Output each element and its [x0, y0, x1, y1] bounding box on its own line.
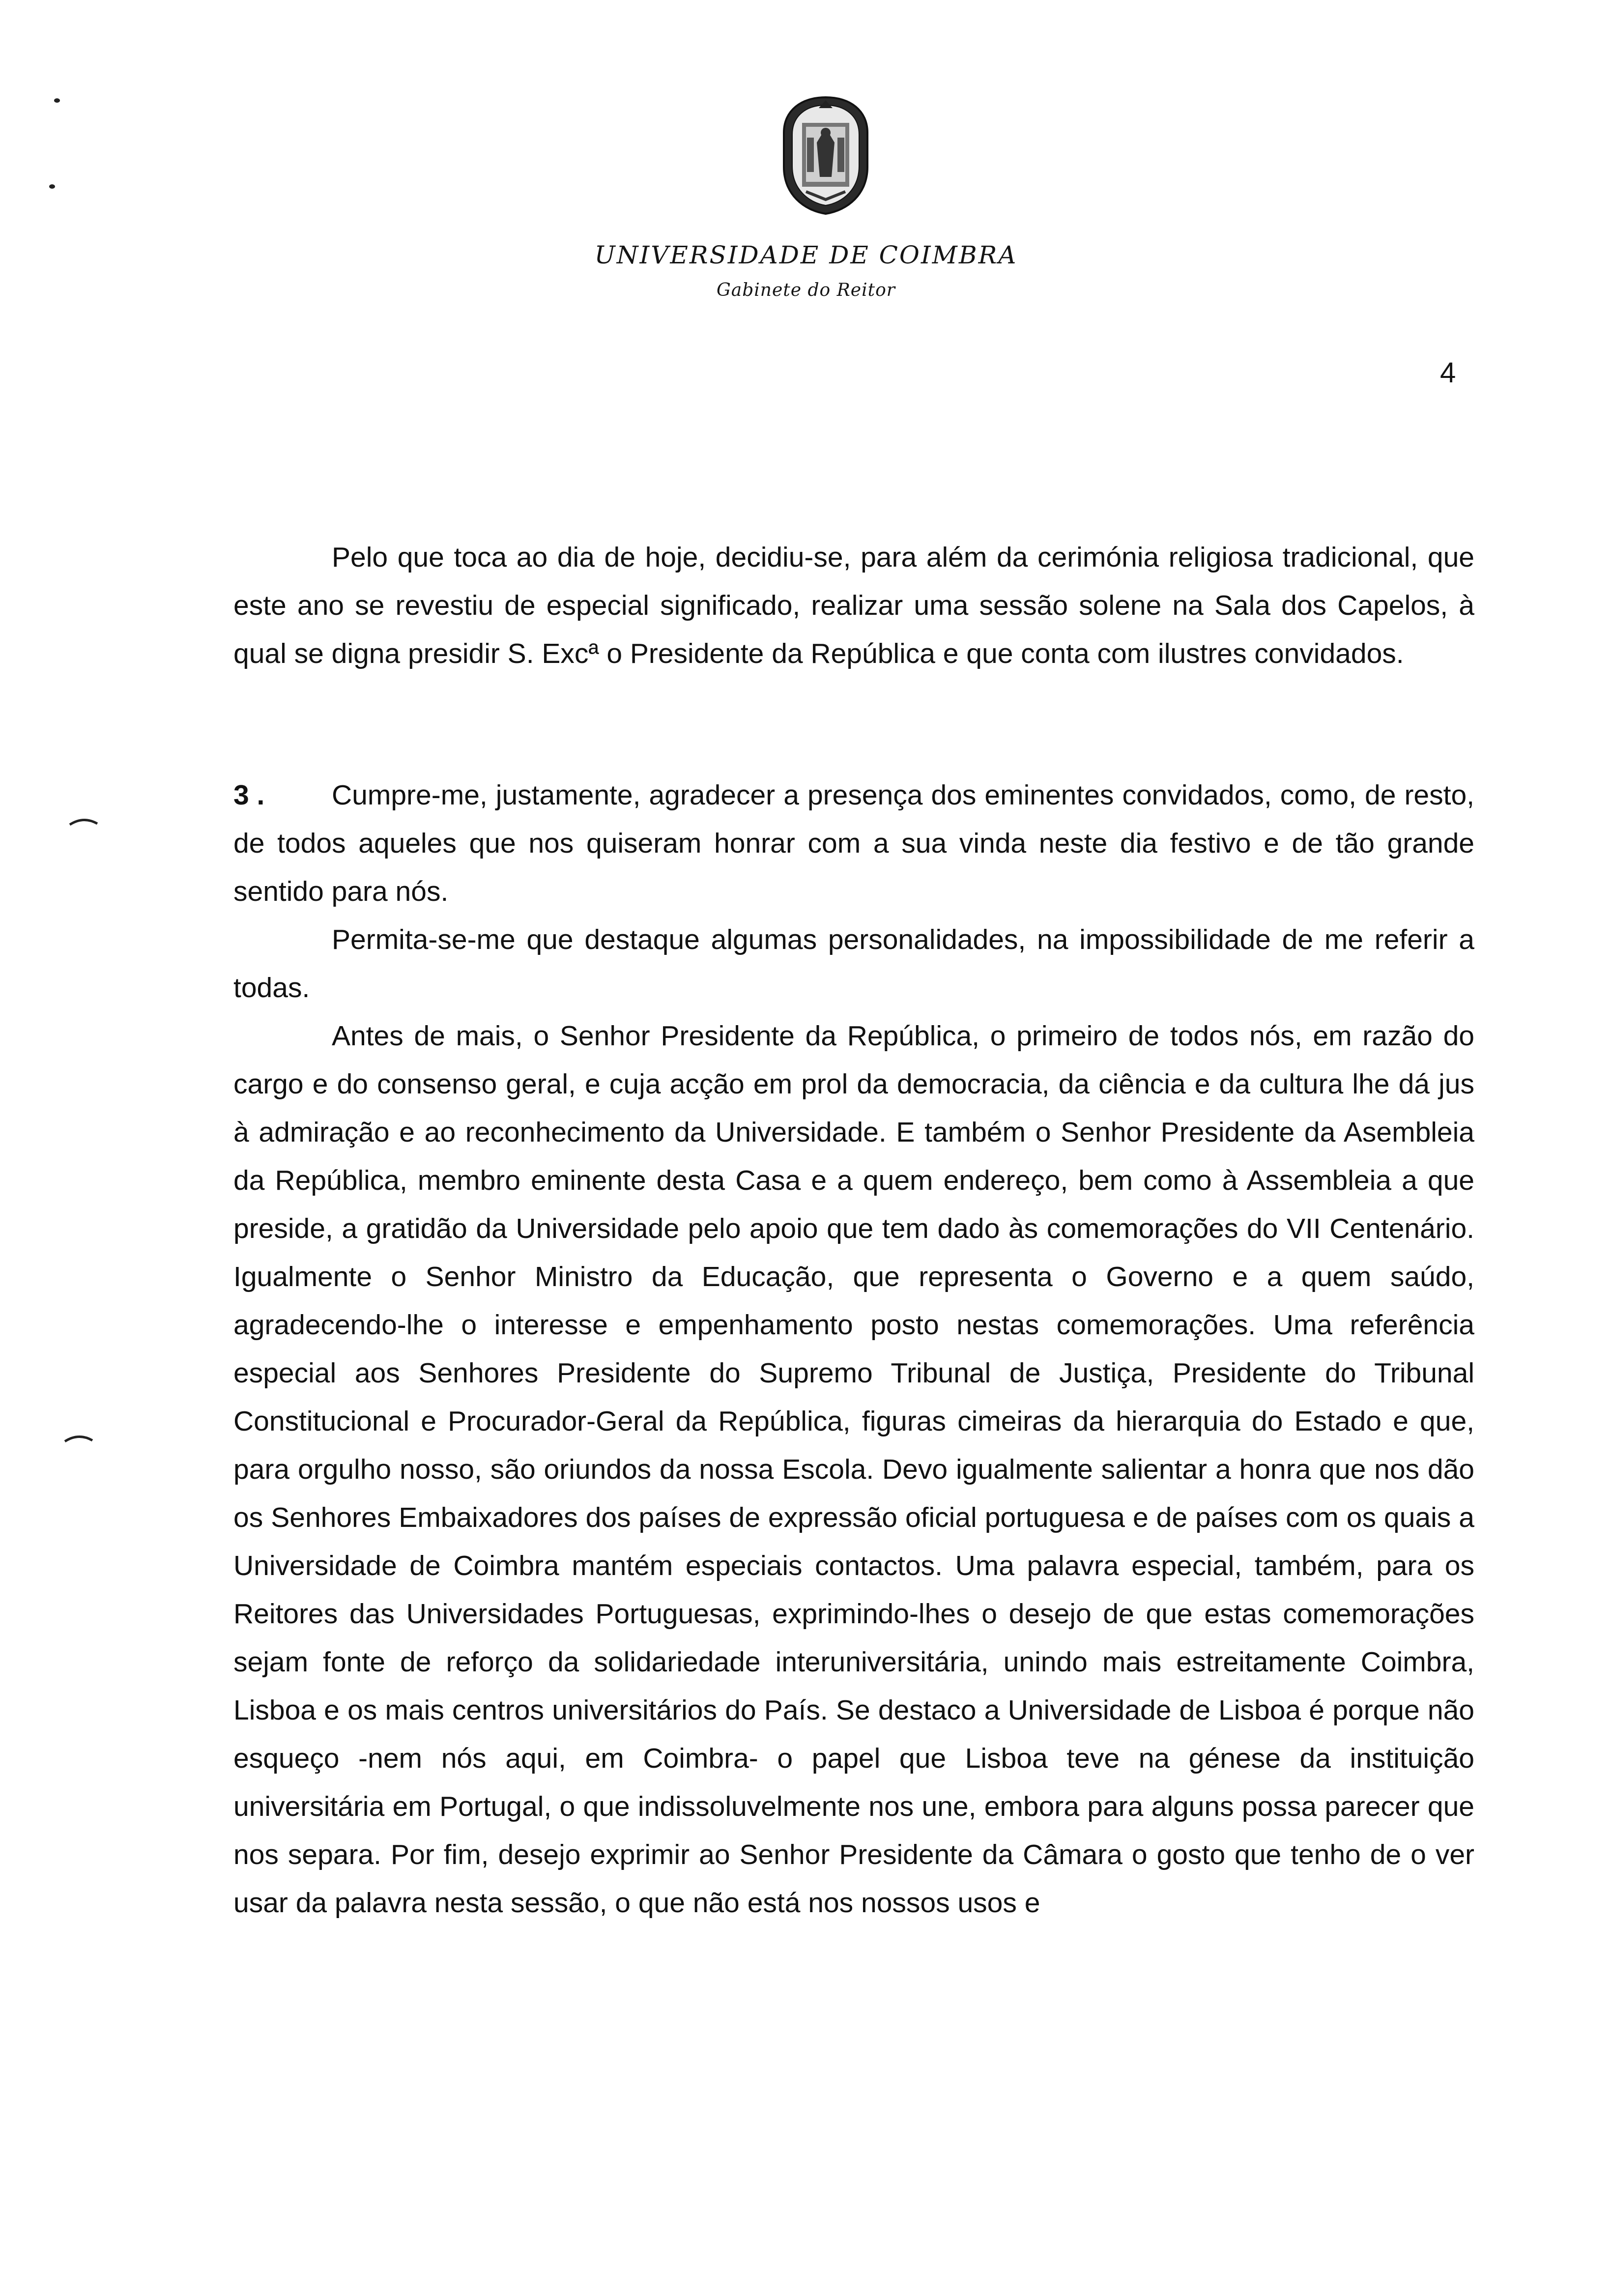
office-name: Gabinete do Reitor — [717, 280, 895, 300]
scan-speck — [49, 184, 55, 189]
document-body — [233, 533, 1474, 1927]
institution-name: UNIVERSIDADE DE COIMBRA — [594, 241, 1018, 269]
paragraph: Pelo que toca ao dia de hoje, decidiu-se, para além da cerimónia religiosa tradicional, que este ano se revestiu de especial significado, realizar uma sessão solene na Sala dos Capelos, à qual se digna presidir S. Excª o Presidente da República e que conta com ilustres convidados. — [233, 542, 1474, 669]
scan-speck — [54, 98, 60, 103]
paragraph-gap — [233, 678, 1474, 771]
university-seal-icon — [777, 93, 875, 216]
page-number: 4 — [1440, 357, 1456, 389]
paragraph: Permita-se-me que destaque algumas personalidades, na impossibilidade de me referir a todas. — [233, 924, 1474, 1004]
numbered-paragraph — [233, 771, 1474, 916]
scan-mark — [69, 816, 98, 827]
paragraph-text: Cumpre-me, justamente, agradecer a presença dos eminentes convidados, como, de resto, de todos aqueles que nos quiseram honrar com a sua vinda neste dia festivo e de tão grande sentido para nós. — [233, 779, 1474, 907]
section-number: 3 . — [233, 779, 265, 811]
paragraph: Antes de mais, o Senhor Presidente da República, o primeiro de todos nós, em razão do cargo e do consenso geral, e cuja acção em prol da democracia, da ciência e da cultura lhe dá jus à admiração e ao reconhecimento da Universidade. E também o Senhor Presidente da Asembleia da República, membro eminente desta Casa e a quem endereço, bem como à Assembleia a que preside, a gratidão da Universidade pelo apoio que tem dado às comemorações do VII Centenário. Igualmente o Senhor Ministro da Educação, que representa o Governo e a quem saúdo, agradecendo-lhe o interesse e empenhamento posto nestas comemorações. Uma referência especial aos Senhores Presidente do Supremo Tribunal de Justiça, Presidente do Tribunal Constitucional e Procurador-Geral da República, figuras cimeiras da hierarquia do Estado e que, para orgulho nosso, são oriundos da nossa Escola. Devo igualmente salientar a honra que nos dão os Senhores Embaixadores dos países de expressão oficial portuguesa e de países com os quais a Universidade de Coimbra mantém especiais contactos. Uma palavra especial, também, para os Reitores das Universidades Portuguesas, exprimindo-lhes o desejo de que estas comemorações sejam fonte de reforço da solidariedade interuniversitária, unindo mais estreitamente Coimbra, Lisboa e os mais centros universitários do País. Se destaco a Universidade de Lisboa é porque não esqueço -nem nós aqui, em Coimbra- o papel que Lisboa teve na génese da instituição universitária em Portugal, o que indissoluvelmente nos une, embora para alguns possa parecer que nos separa. Por fim, desejo exprimir ao Senhor Presidente da Câmara o gosto que tenho de o ver usar da palavra nesta sessão, o que não está nos nossos usos e — [233, 1020, 1474, 1919]
scan-mark — [64, 1433, 93, 1443]
